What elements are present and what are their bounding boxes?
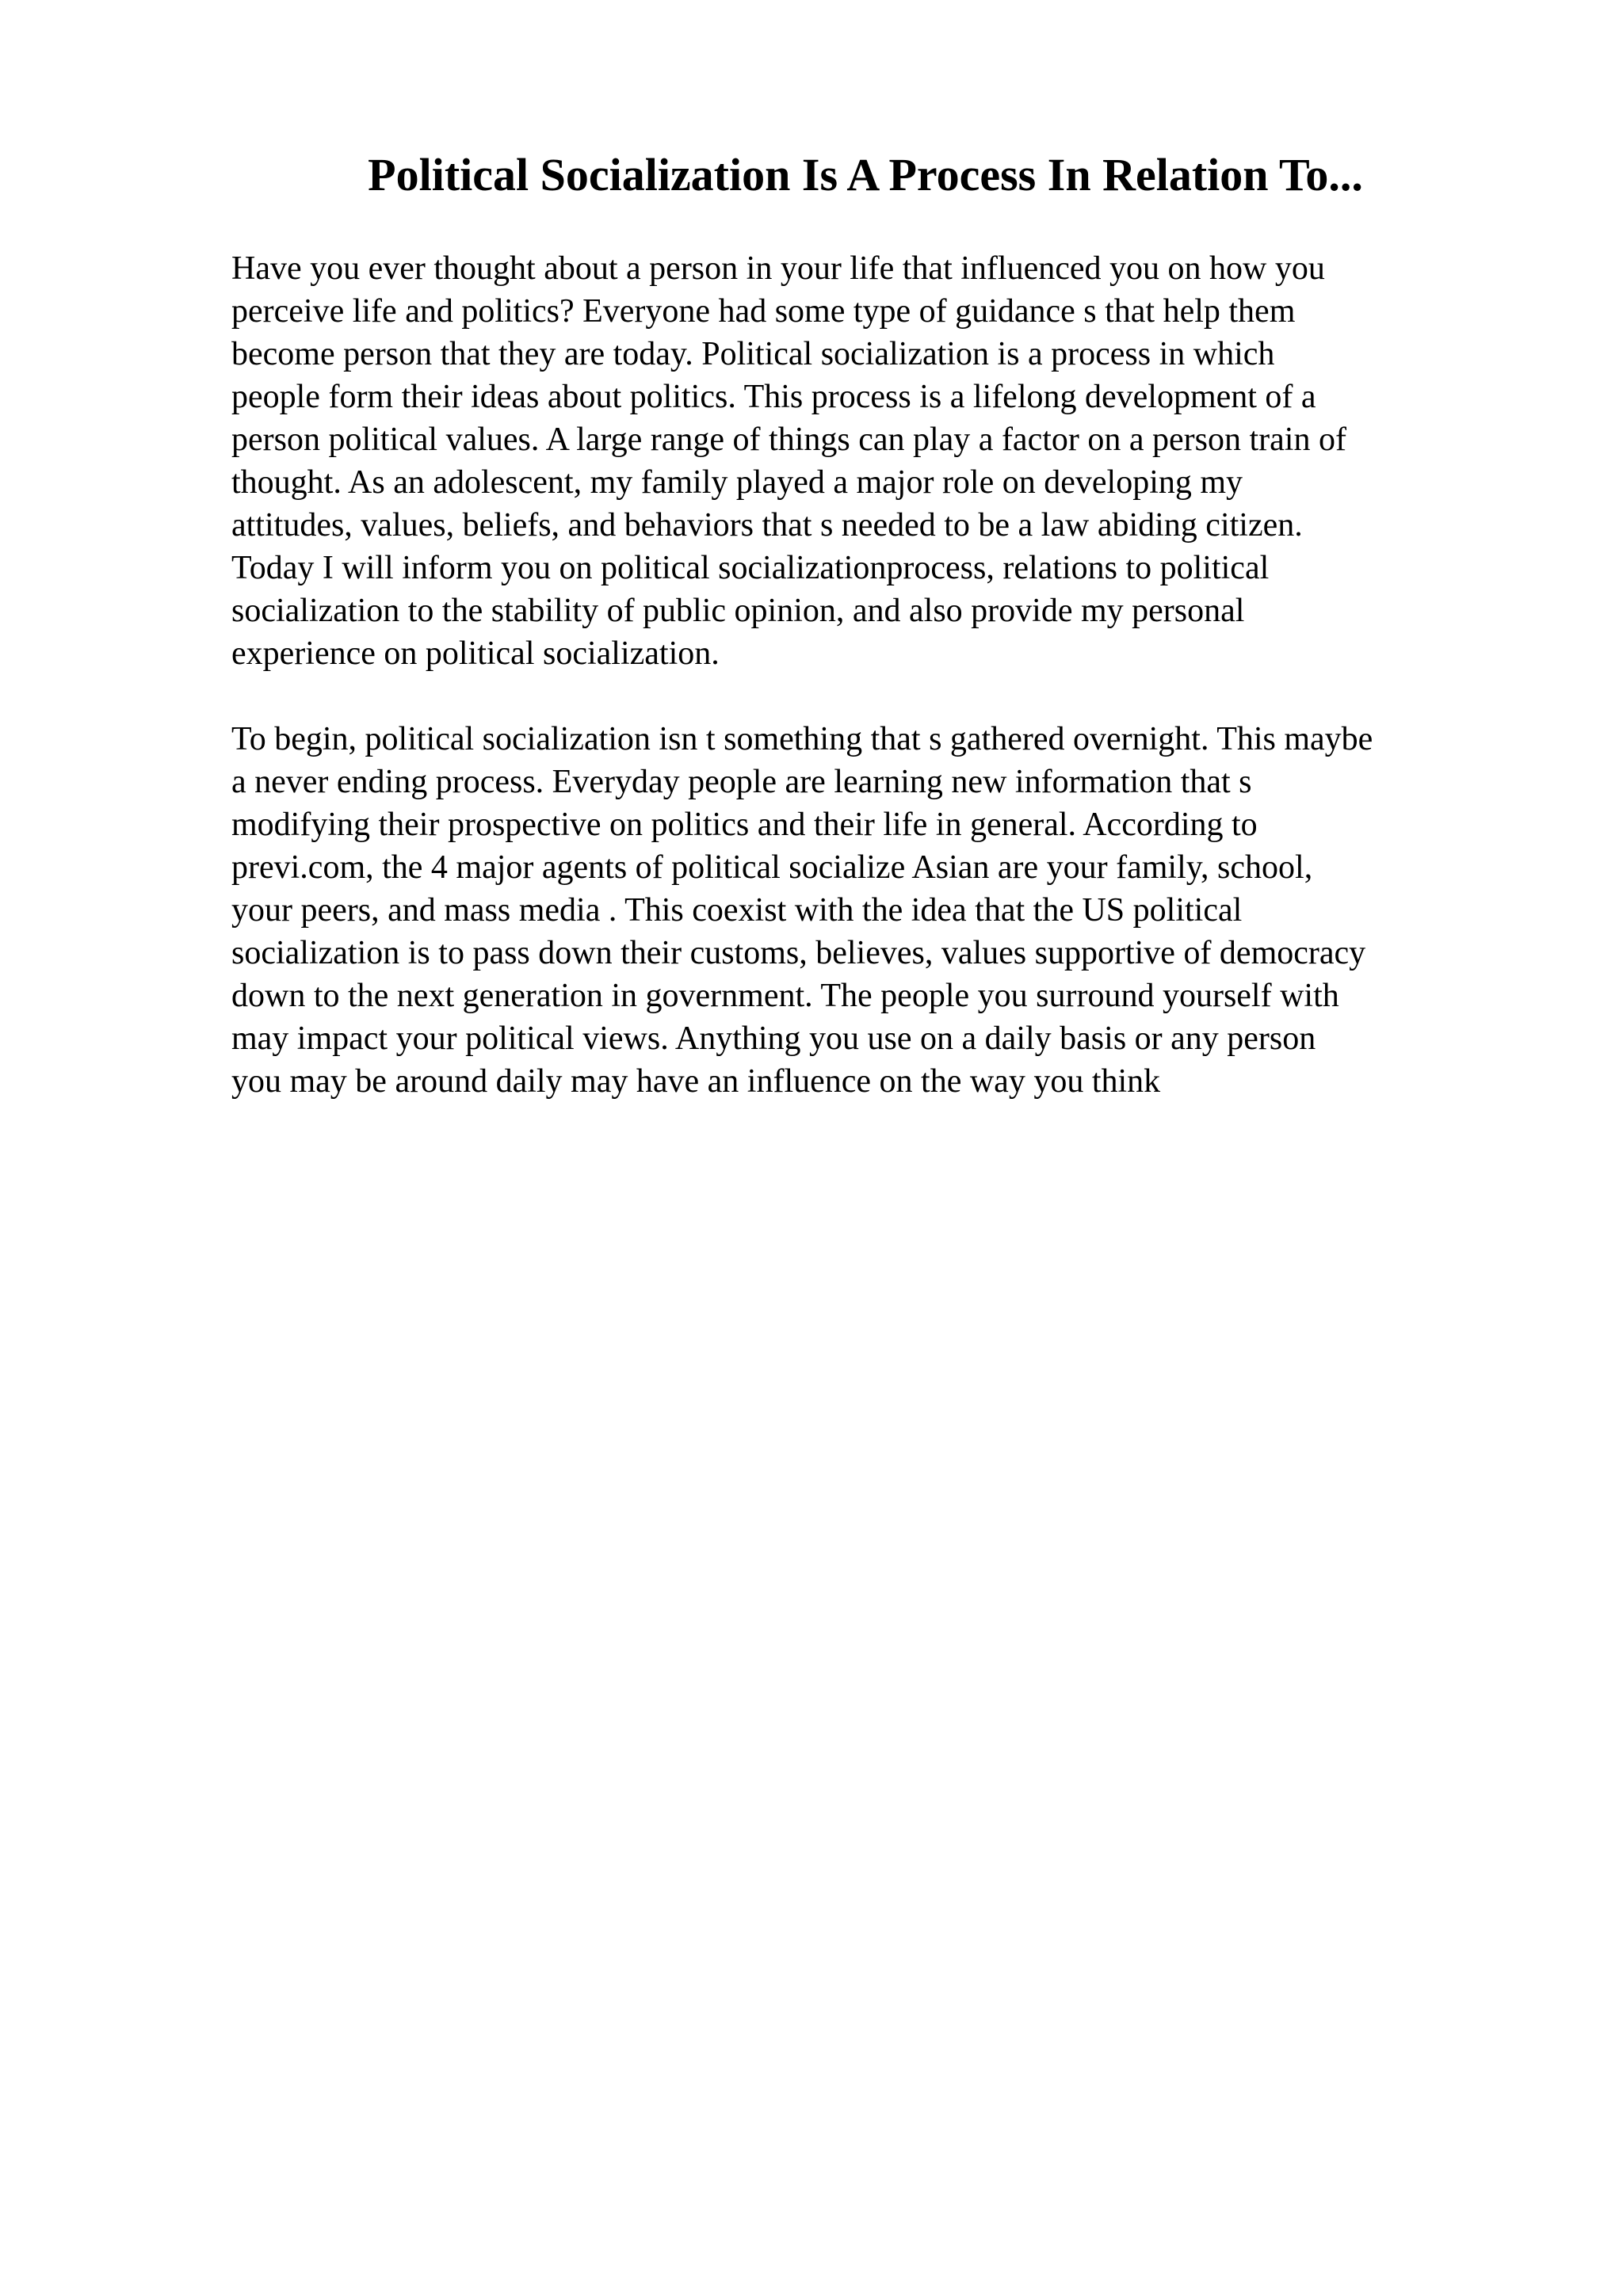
paragraph-line: you may be around daily may have an influence on the way you think <box>231 1063 1161 1100</box>
paragraph-2 <box>231 718 1515 1103</box>
paragraph-line: down to the next generation in government. The people you surround yourself with <box>231 978 1339 1014</box>
paragraph-line: may impact your political views. Anything you use on a daily basis or any person <box>231 1020 1316 1057</box>
paragraph-line: people form their ideas about politics. This process is a lifelong development of a <box>231 379 1316 415</box>
paragraph-line: Have you ever thought about a person in your life that influenced you on how you <box>231 250 1325 287</box>
paragraph-line: thought. As an adolescent, my family played a major role on developing my <box>231 464 1243 501</box>
paragraph-1 <box>231 247 1515 675</box>
paragraph-line: your peers, and mass media . This coexist with the idea that the US political <box>231 892 1243 929</box>
paragraph-line: attitudes, values, beliefs, and behaviors that s needed to be a law abiding citizen. <box>231 507 1303 543</box>
paragraph-line: person political values. A large range of things can play a factor on a person train of <box>231 421 1346 458</box>
paragraph-line: become person that they are today. Political socialization is a process in which <box>231 336 1275 372</box>
paragraph-line: socialization is to pass down their customs, believes, values supportive of democracy <box>231 935 1366 971</box>
document-title: Political Socialization Is A Process In Relation To... <box>368 149 1363 200</box>
paragraph-line: experience on political socialization. <box>231 635 720 672</box>
paragraph-line: Today I will inform you on political socializationprocess, relations to political <box>231 550 1270 586</box>
paragraph-line: socialization to the stability of public opinion, and also provide my personal <box>231 593 1245 629</box>
paragraph-line: perceive life and politics? Everyone had some type of guidance s that help them <box>231 293 1296 330</box>
paragraph-line: a never ending process. Everyday people are learning new information that s <box>231 764 1252 800</box>
paragraph-line: To begin, political socialization isn t something that s gathered overnight. This maybe <box>231 721 1373 757</box>
paragraph-line: modifying their prospective on politics and their life in general. According to <box>231 807 1258 843</box>
paragraph-line: previ.com, the 4 major agents of political socialize Asian are your family, school, <box>231 849 1313 886</box>
